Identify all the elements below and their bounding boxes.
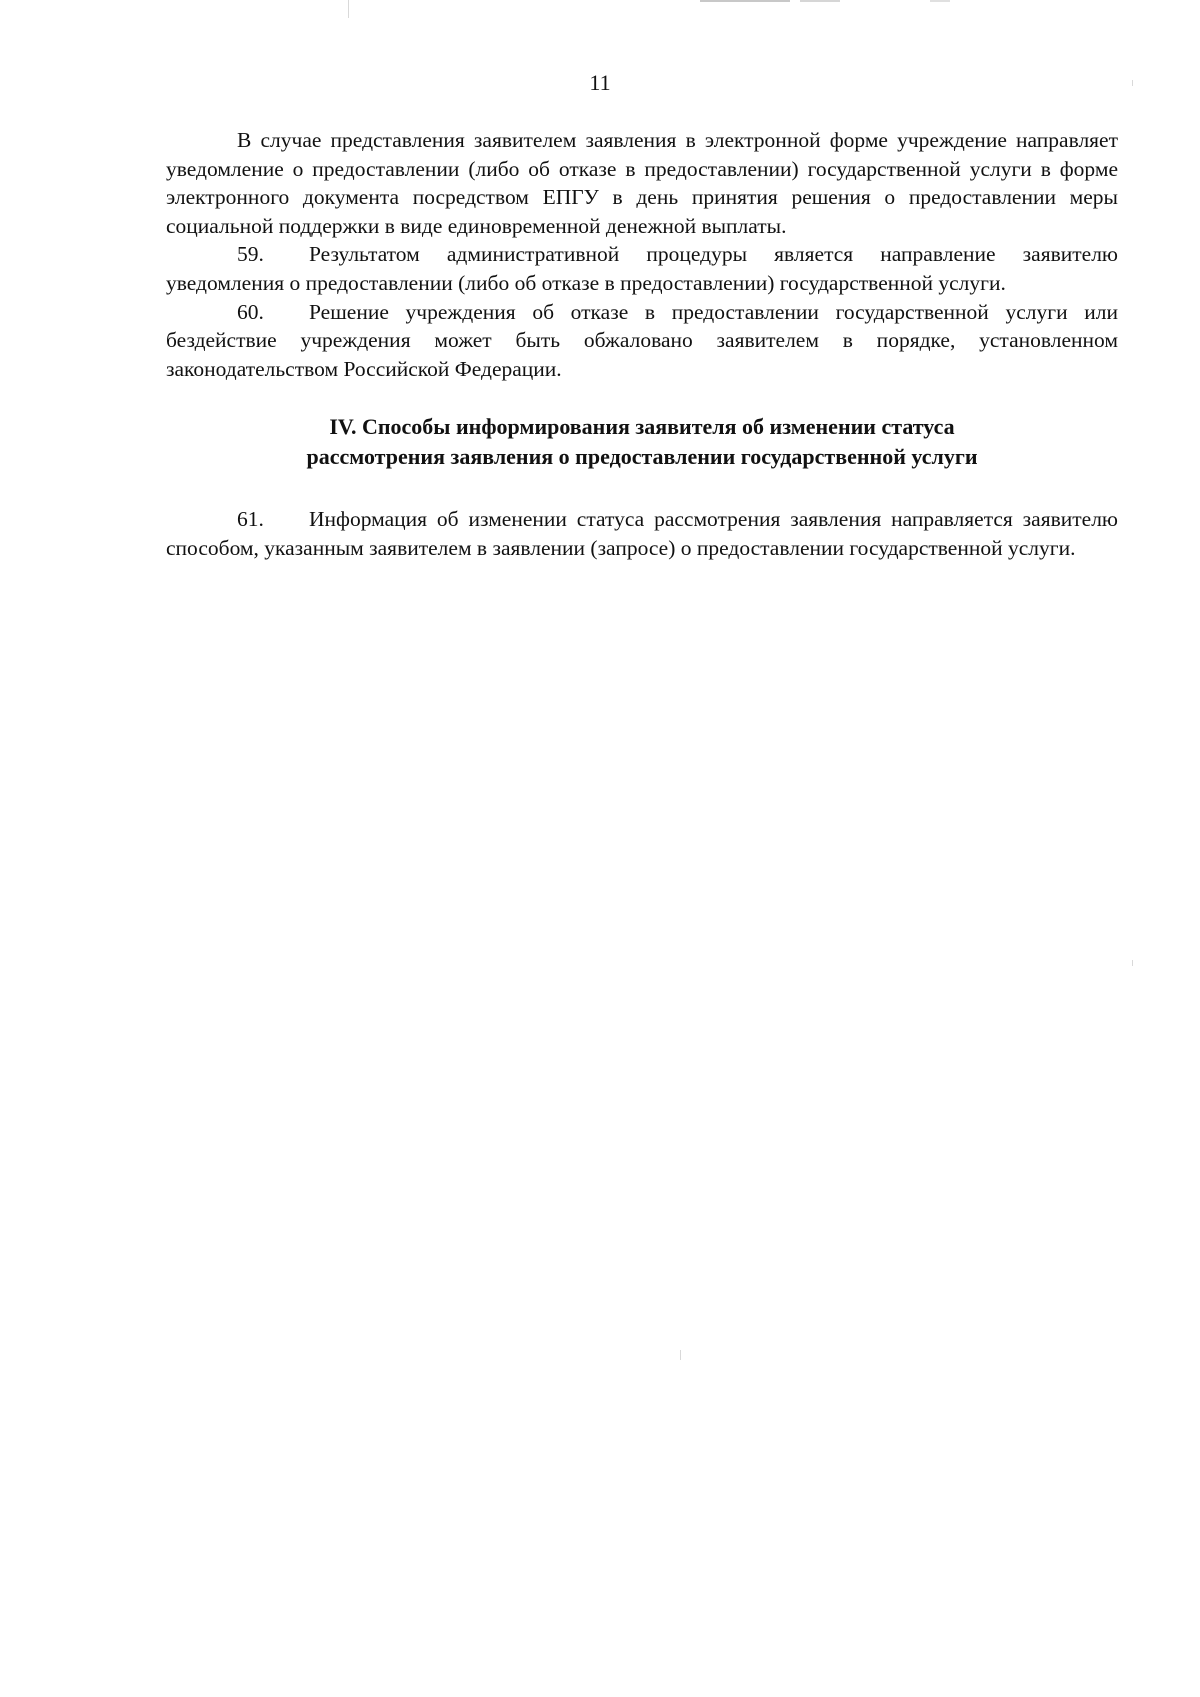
page-number: 11 [589, 70, 611, 95]
document-body [166, 126, 1118, 563]
paragraph-text: В случае представления заявителем заявления в электронной форме учреждение направляет уведомление о предоставлении (либо об отказе в предоставлении) государственной услуги в форме электронного документа посредством ЕПГУ в день принятия решения о предоставлении меры социальной поддержки в виде единовременной денежной выплаты. [166, 128, 1118, 238]
paragraph-number: 61. [237, 507, 264, 532]
scan-artifact [800, 0, 840, 2]
paragraph [166, 298, 1118, 384]
paragraph [166, 240, 1118, 297]
paragraph [166, 126, 1118, 240]
paragraph [166, 505, 1118, 562]
paragraph-text: Результатом административной процедуры является направление заявителю уведомления о предоставлении (либо об отказе в предоставлении) государственной услуги. [166, 242, 1118, 295]
scan-artifact [700, 0, 790, 2]
paragraph-number: 60. [237, 299, 264, 324]
paragraph-text: Информация об изменении статуса рассмотрения заявления направляется заявителю способом, указанным заявителем в заявлении (запросе) о предоставлении государственной услуги. [166, 507, 1118, 560]
paragraph-number: 59. [237, 242, 264, 267]
scan-artifact [930, 0, 950, 2]
scan-artifact [680, 1350, 681, 1360]
section-heading-line: IV. Способы информирования заявителя об изменении статуса [329, 414, 955, 440]
section-heading-line: рассмотрения заявления о предоставлении государственной услуги [306, 444, 978, 470]
scan-artifact [1132, 960, 1133, 966]
paragraph-text: Решение учреждения об отказе в предоставлении государственной услуги или бездействие учреждения может быть обжаловано заявителем в порядке, установленном законодательством Российской Федерации. [166, 299, 1118, 381]
section-heading [166, 412, 1118, 472]
scan-artifact [348, 0, 349, 18]
